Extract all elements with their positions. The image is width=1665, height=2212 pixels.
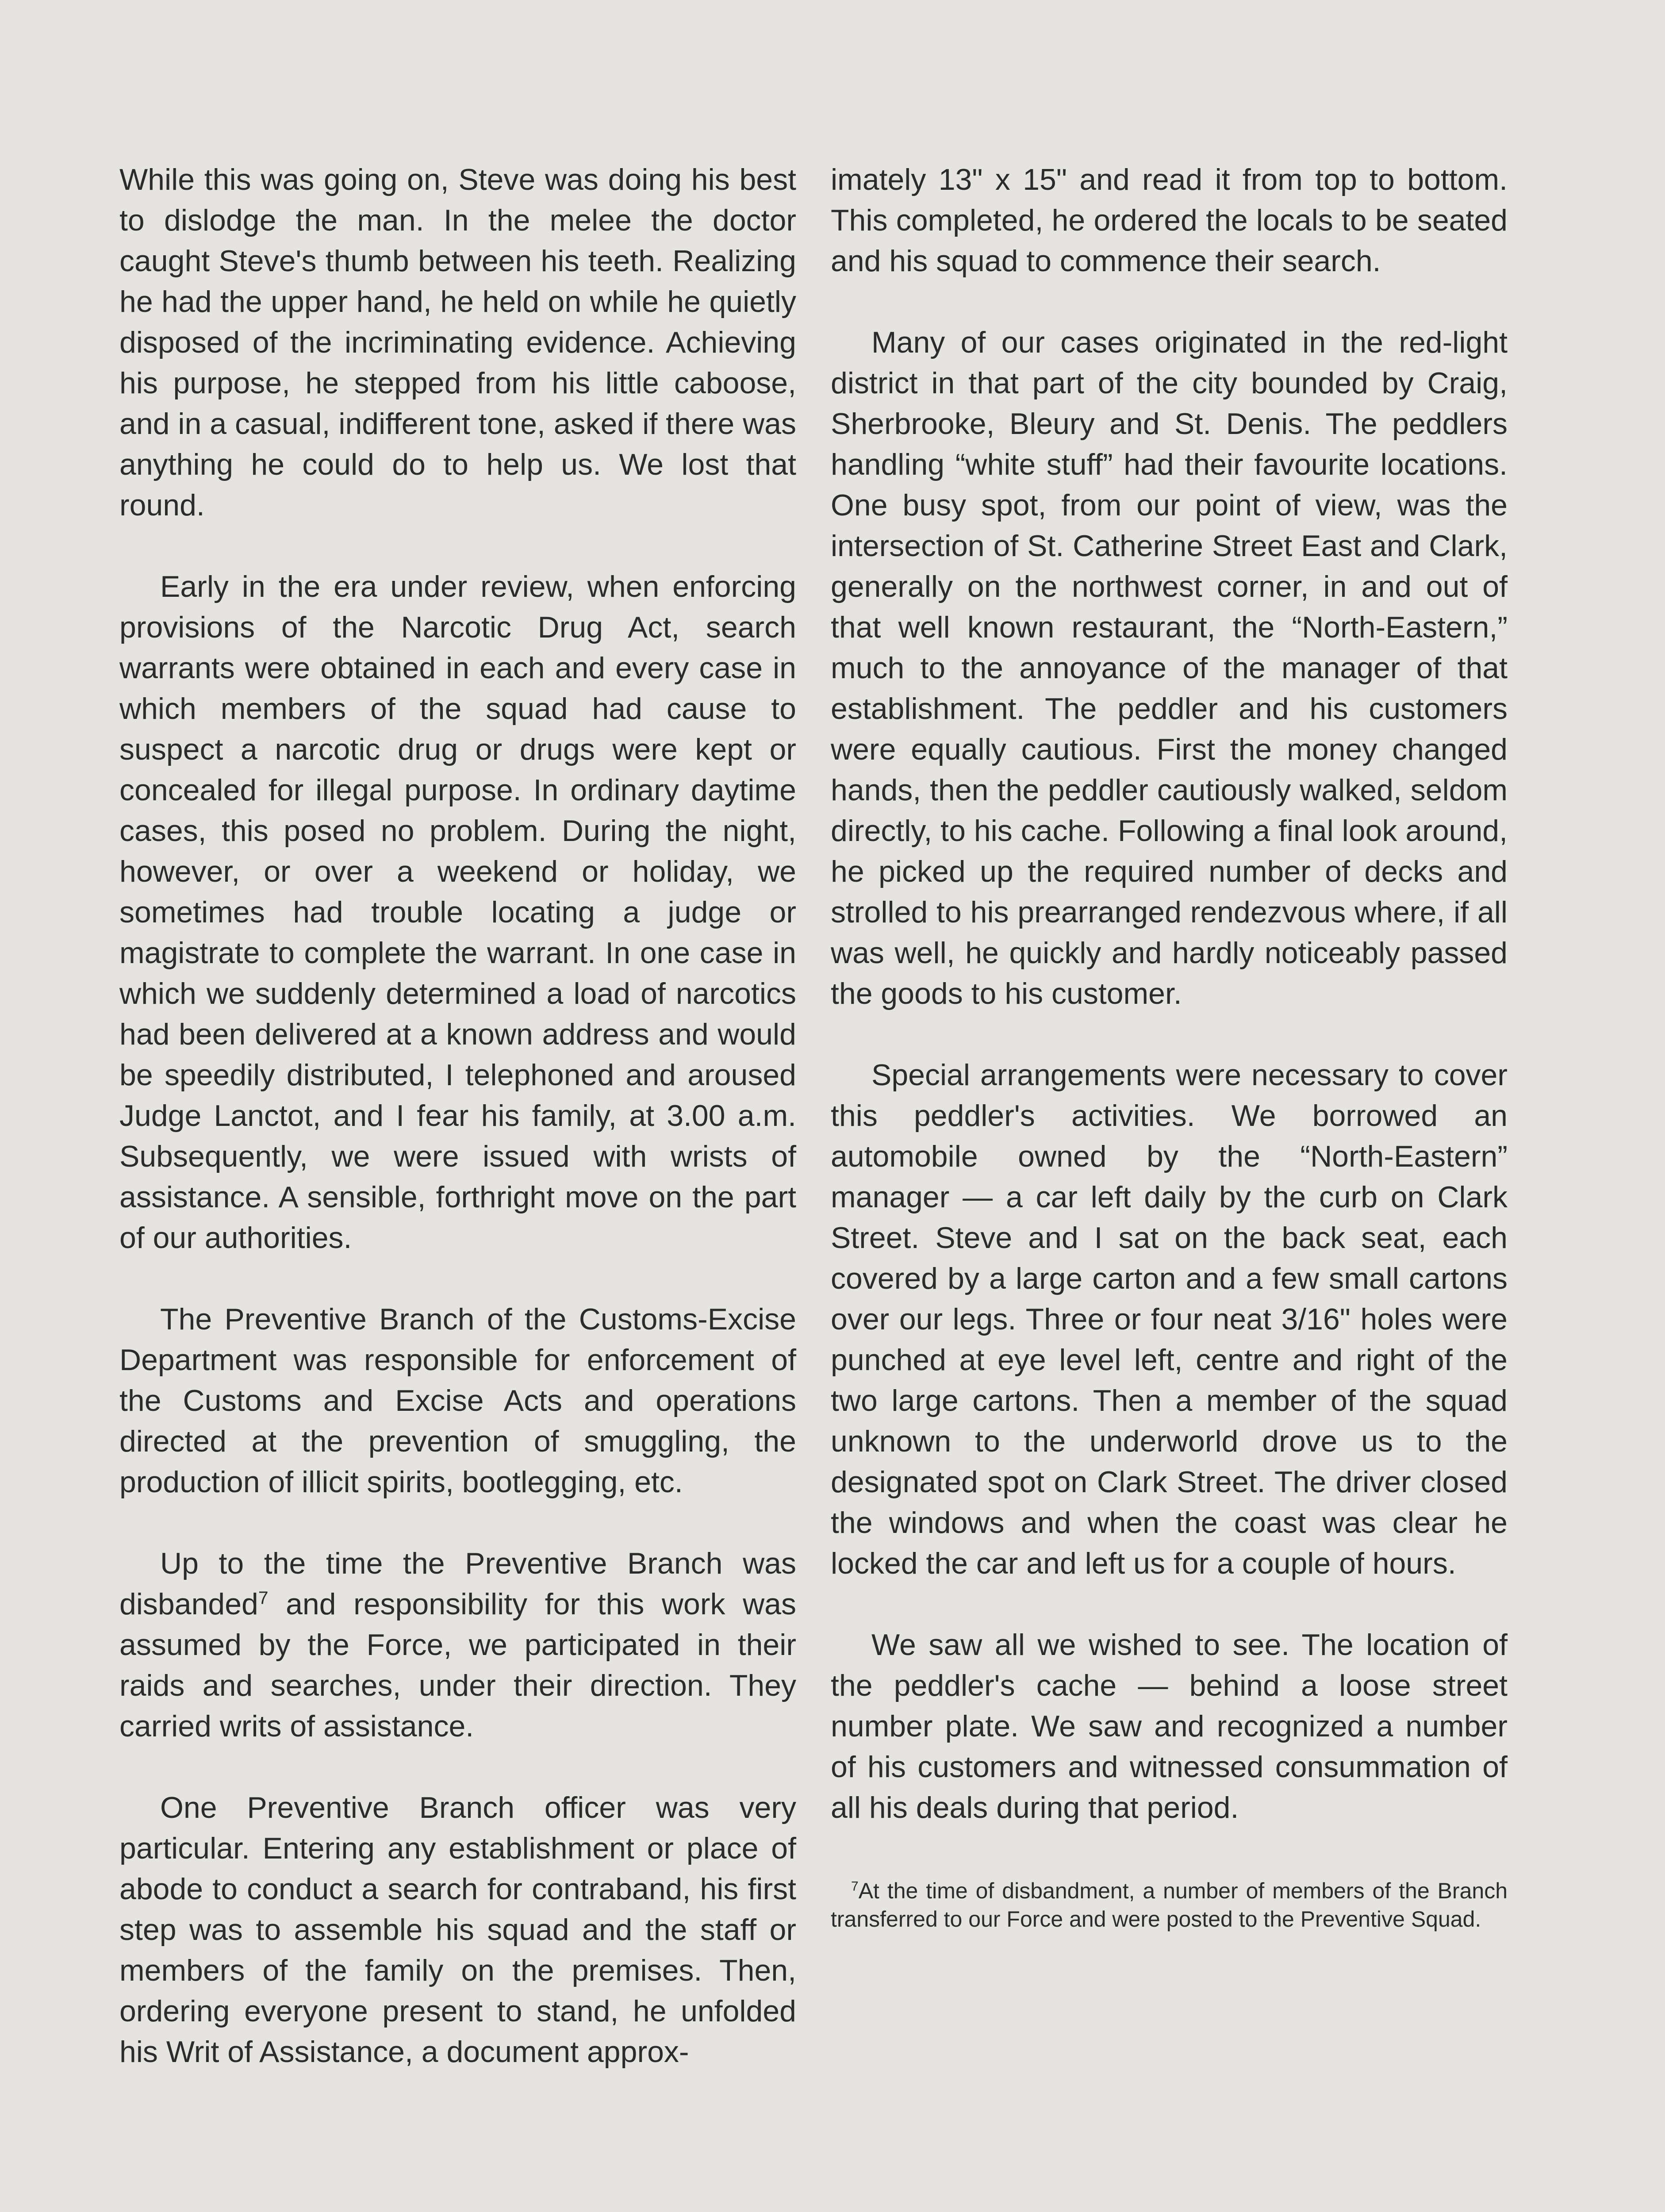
paragraph-preventive-officer: One Preventive Branch officer was very particular. Entering any establishment or place of abode to conduct a search for contraband, his first step was to assemble his squad and the staff or members of the family on the premises. Then, ordering everyone present to stand, he unfolded his Writ of Assistance, a document approx- xyxy=(119,1791,796,2069)
paragraph-text: and responsibility for this work was assumed by the Force, we participated in their raids and searches, under their direction. They carried writs of assistance. xyxy=(119,1587,796,1743)
paragraph-writ-reading: imately 13" x 15" and read it from top to bottom. This completed, he ordered the locals to be seated and his squad to commence their search. xyxy=(831,163,1508,278)
paragraph-steve-dislodge: While this was going on, Steve was doing his best to dislodge the man. In the melee the doctor caught Steve's thumb between his teeth. Realizing he had the upper hand, he held on while he quietly disposed of the incriminating evidence. Achieving his purpose, he stepped from his little caboose, and in a casual, indifferent tone, asked if there was anything he could do to help us. We lost that round. xyxy=(119,163,796,522)
paragraph-branch-disbanded xyxy=(119,1543,796,1747)
footnote-marker: 7 xyxy=(851,1879,859,1894)
right-column xyxy=(831,159,1508,1933)
footnote-text: At the time of disbandment, a number of members of the Branch transferred to our Force and were posted to the Preventive Squad. xyxy=(831,1878,1508,1932)
paragraph-red-light-district: Many of our cases originated in the red-light district in that part of the city bounded by Craig, Sherbrooke, Bleury and St. Denis. The peddlers handling “white stuff” had their favourite locations. One busy spot, from our point of view, was the intersection of St. Catherine Street East and Clark, generally on the northwest corner, in and out of that well known restaurant, the “North-Eastern,” much to the annoyance of the manager of that establishment. The peddler and his customers were equally cautious. First the money changed hands, then the peddler cautiously walked, seldom directly, to his cache. Following a final look around, he picked up the required number of decks and strolled to his prearranged rendezvous where, if all was well, he quickly and hardly noticeably passed the goods to his customer. xyxy=(831,326,1508,1010)
paragraph-preventive-branch: The Preventive Branch of the Customs-Excise Department was responsible for enforcement of the Customs and Excise Acts and operations directed at the prevention of smuggling, the production of illicit spirits, bootlegging, etc. xyxy=(119,1302,796,1499)
paragraph-special-arrangements: Special arrangements were necessary to cover this peddler's activities. We borrowed an automobile owned by the “North-Eastern” manager — a car left daily by the curb on Clark Street. Steve and I sat on the back seat, each covered by a large carton and a few small cartons over our legs. Three or four neat 3/16" holes were punched at eye level left, centre and right of the two large cartons. Then a member of the squad unknown to the underworld drove us to the designated spot on Clark Street. The driver closed the windows and when the coast was clear he locked the car and left us for a couple of hours. xyxy=(831,1058,1508,1580)
paragraph-text: Up to the time the Preventive Branch was disbanded xyxy=(119,1547,796,1621)
left-column xyxy=(119,159,796,2113)
footnote-reference: 7 xyxy=(258,1587,269,1608)
footnote xyxy=(831,1877,1508,1933)
paragraph-search-warrants: Early in the era under review, when enforcing provisions of the Narcotic Drug Act, search warrants were obtained in each and every case in which members of the squad had cause to suspect a narcotic drug or drugs were kept or concealed for illegal purpose. In ordinary daytime cases, this posed no problem. During the night, however, or over a weekend or holiday, we sometimes had trouble locating a judge or magistrate to complete the warrant. In one case in which we suddenly determined a load of narcotics had been delivered at a known address and would be speedily distributed, I telephoned and aroused Judge Lanctot, and I fear his family, at 3.00 a.m. Subsequently, we were issued with wrists of assistance. A sensible, forthright move on the part of our authorities. xyxy=(119,570,796,1255)
paragraph-peddler-cache: We saw all we wished to see. The location of the peddler's cache — behind a loose street number plate. We saw and recognized a number of his customers and witnessed consummation of all his deals during that period. xyxy=(831,1628,1508,1824)
